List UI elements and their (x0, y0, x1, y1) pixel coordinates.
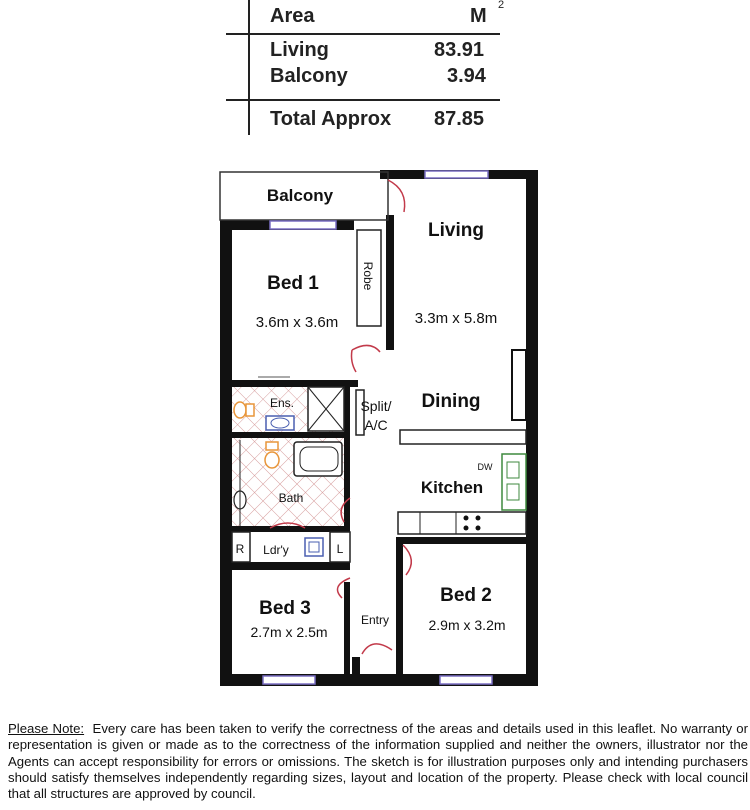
disclaimer-note (8, 721, 748, 802)
wall-recess (512, 350, 526, 420)
door-bed1-leaf (352, 350, 357, 372)
label-kitchen: Kitchen (420, 478, 484, 497)
label-robe: Robe (361, 261, 375, 291)
area-row-living-label: Living (270, 39, 329, 61)
label-dishwasher: DW (477, 462, 493, 472)
floor-plan (0, 160, 750, 700)
cooktop (464, 516, 481, 531)
bath-cistern (266, 442, 278, 450)
sink-bowl-1 (507, 462, 519, 478)
table-header-rule (226, 33, 500, 35)
window-bed3 (263, 676, 315, 684)
window-living (425, 171, 488, 178)
door-entry (362, 644, 392, 654)
wall-bed1-bottom (232, 380, 358, 387)
wall-bed3-right (344, 582, 350, 682)
door-balcony (388, 180, 405, 212)
wall-bath-bottom (232, 526, 350, 532)
area-total-value: 87.85 (434, 108, 485, 130)
window-bed1 (270, 221, 336, 229)
table-total-rule (226, 99, 500, 101)
area-row-living-value: 83.91 (434, 39, 485, 61)
wall-bed2-top (396, 537, 538, 544)
kitchen-bench-top (400, 430, 526, 444)
laundry-tub (305, 538, 323, 556)
label-bed1: Bed 1 (267, 273, 319, 294)
label-bed2-size: 2.9m x 3.2m (428, 617, 506, 633)
label-r: R (235, 542, 245, 556)
label-bed1-size: 3.6m x 3.6m (255, 314, 339, 331)
label-ensuite: Ens. (269, 396, 295, 410)
label-dining: Dining (421, 391, 481, 412)
label-entry: Entry (360, 613, 390, 627)
kitchen-bench-bottom (398, 512, 526, 534)
label-bath: Bath (278, 491, 304, 505)
label-living: Living (428, 220, 484, 241)
disclaimer-title: Please Note: (8, 721, 85, 736)
wall-laundry-bottom (232, 562, 350, 570)
label-living-size: 3.3m x 5.8m (414, 310, 498, 327)
bath-toilet-icon (265, 452, 279, 468)
window-bed2 (440, 676, 492, 684)
wall-bed1-right (386, 215, 394, 350)
wall-entry-stub (352, 657, 360, 674)
area-row-balcony-value: 3.94 (447, 65, 486, 87)
label-bed3-size: 2.7m x 2.5m (250, 624, 328, 640)
area-header-unit: M (470, 5, 487, 27)
label-l: L (336, 542, 344, 556)
label-bed3: Bed 3 (259, 598, 311, 619)
label-laundry: Ldr'y (263, 543, 289, 557)
wall-bed2-left (396, 537, 403, 674)
door-bed1 (352, 345, 380, 352)
wall-left (220, 220, 232, 686)
label-balcony: Balcony (266, 186, 334, 205)
area-header-unit-sup: 2 (498, 0, 505, 11)
ensuite-cistern (246, 404, 254, 416)
ensuite-toilet-icon (234, 402, 246, 418)
table-vertical-rule (248, 0, 250, 135)
wall-corridor-left (344, 380, 350, 530)
wall-ensuite-bottom (232, 432, 350, 438)
door-bed2 (403, 545, 411, 575)
disclaimer-text: Every care has been taken to verify the correctness of the areas and details used in this leaflet. No warranty or representation is given or made as to the correctness of the information supplied and neither the owners, illustrator nor the Agents can accept responsibility for errors or omissions. The sketch is for illustration purposes only and intending purchasers should satisfy themselves independently regarding sizes, layout and location of the property. Please check with local council that all structures are approved by council. (8, 721, 749, 802)
label-ac: A/C (364, 417, 388, 433)
area-header-label: Area (270, 5, 315, 27)
label-bed2: Bed 2 (440, 585, 492, 606)
area-total-label: Total Approx (270, 108, 392, 130)
area-row-balcony-label: Balcony (270, 65, 348, 87)
sink-bowl-2 (507, 484, 519, 500)
wall-right (526, 170, 538, 686)
area-table (0, 0, 750, 140)
label-split: Split/ (360, 398, 392, 414)
